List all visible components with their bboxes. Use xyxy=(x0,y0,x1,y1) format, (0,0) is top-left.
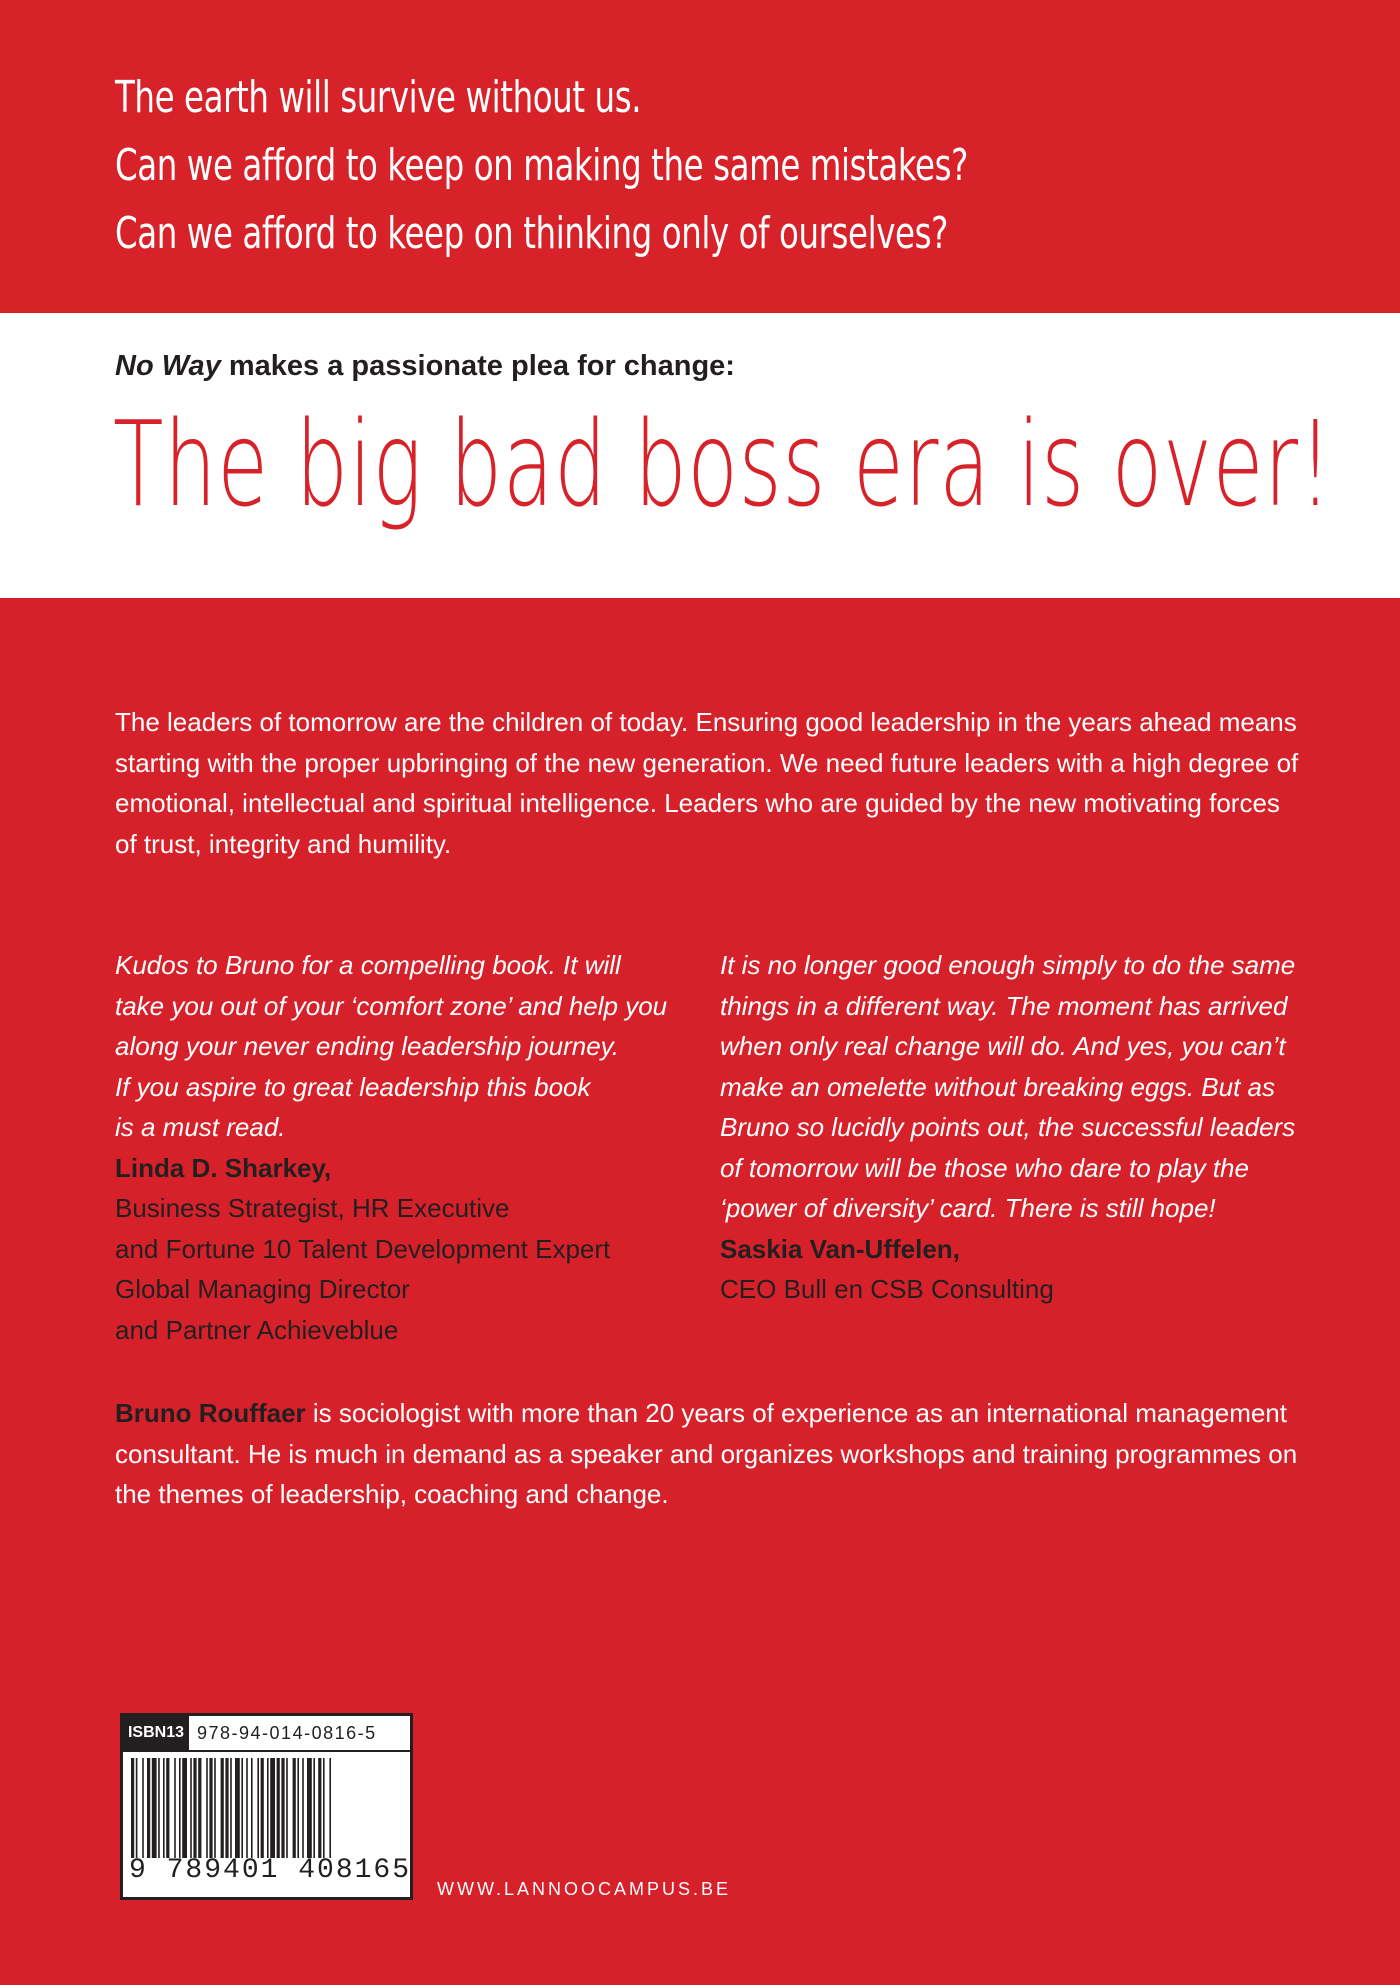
opening-line-3: Can we afford to keep on thinking only of ourselves? xyxy=(115,208,948,259)
quote-author: Linda D. Sharkey, xyxy=(115,1152,332,1183)
author-role: and Fortune 10 Talent Development Expert xyxy=(115,1233,611,1264)
quote-line: when only real change will do. And yes, you can’t xyxy=(720,1031,1286,1061)
barcode-digits: 9 789401 408165 xyxy=(129,1855,412,1886)
quote-line: It is no longer good enough simply to do the same xyxy=(720,950,1296,980)
opening-line-1: The earth will survive without us. xyxy=(115,72,642,123)
quote-line: things in a different way. The moment has arrived xyxy=(720,990,1288,1021)
plea-text: makes a passionate plea for change: xyxy=(220,350,735,382)
author-role: and Partner Achieveblue xyxy=(115,1314,399,1345)
author-name: Bruno Rouffaer xyxy=(115,1398,306,1428)
quote-line: along your never ending leadership journey. xyxy=(115,1031,619,1061)
author-role: Global Managing Director xyxy=(115,1274,410,1304)
opening-line-2: Can we afford to keep on making the same mistakes? xyxy=(115,140,968,191)
isbn-header xyxy=(123,1716,410,1752)
quote-author: Saskia Van-Uffelen, xyxy=(720,1233,960,1264)
publisher-website: WWW.LANNOOCAMPUS.BE xyxy=(437,1879,732,1899)
barcode-icon xyxy=(131,1758,403,1858)
top-banner xyxy=(0,0,1400,313)
author-role: Business Strategist, HR Executive xyxy=(115,1193,510,1223)
author-role: CEO Bull en CSB Consulting xyxy=(720,1274,1054,1304)
quote-van-uffelen xyxy=(720,945,1320,1310)
quote-line: ‘power of diversity’ card. There is still hope! xyxy=(720,1193,1216,1223)
quote-line: Bruno so lucidly points out, the successful leaders xyxy=(720,1112,1296,1142)
quote-line: of tomorrow will be those who dare to play the xyxy=(720,1152,1249,1183)
quote-line: make an omelette without breaking eggs. But as xyxy=(720,1071,1275,1102)
isbn-label: ISBN13 xyxy=(123,1716,189,1750)
author-bio xyxy=(115,1393,1315,1515)
quote-line: Kudos to Bruno for a compelling book. It will xyxy=(115,950,621,980)
book-title: No Way xyxy=(115,350,221,382)
quote-line: take you out of your ‘comfort zone’ and help you xyxy=(115,990,668,1021)
headline: The big bad boss era is over! xyxy=(113,395,1333,533)
bio-text: is sociologist with more than 20 years of experience as an international management consultant. He is much in demand as a speaker and organizes workshops and training programmes on the themes of leadership, coaching and change. xyxy=(115,1398,1298,1509)
isbn-barcode-box xyxy=(120,1713,413,1900)
plea-subtitle xyxy=(115,350,735,383)
isbn-number: 978-94-014-0816-5 xyxy=(197,1723,377,1743)
quote-sharkey xyxy=(115,945,675,1350)
intro-paragraph: The leaders of tomorrow are the children of today. Ensuring good leadership in the years ahead means starting with the proper upbringing of the new generation. We need future leaders with a high degree of emotional, intellectual and spiritual intelligence. Leaders who are guided by the new motivating forces of trust, integrity and humility. xyxy=(115,707,1299,859)
quote-line: If you aspire to great leadership this book xyxy=(115,1071,591,1102)
quote-line: is a must read. xyxy=(115,1112,286,1142)
